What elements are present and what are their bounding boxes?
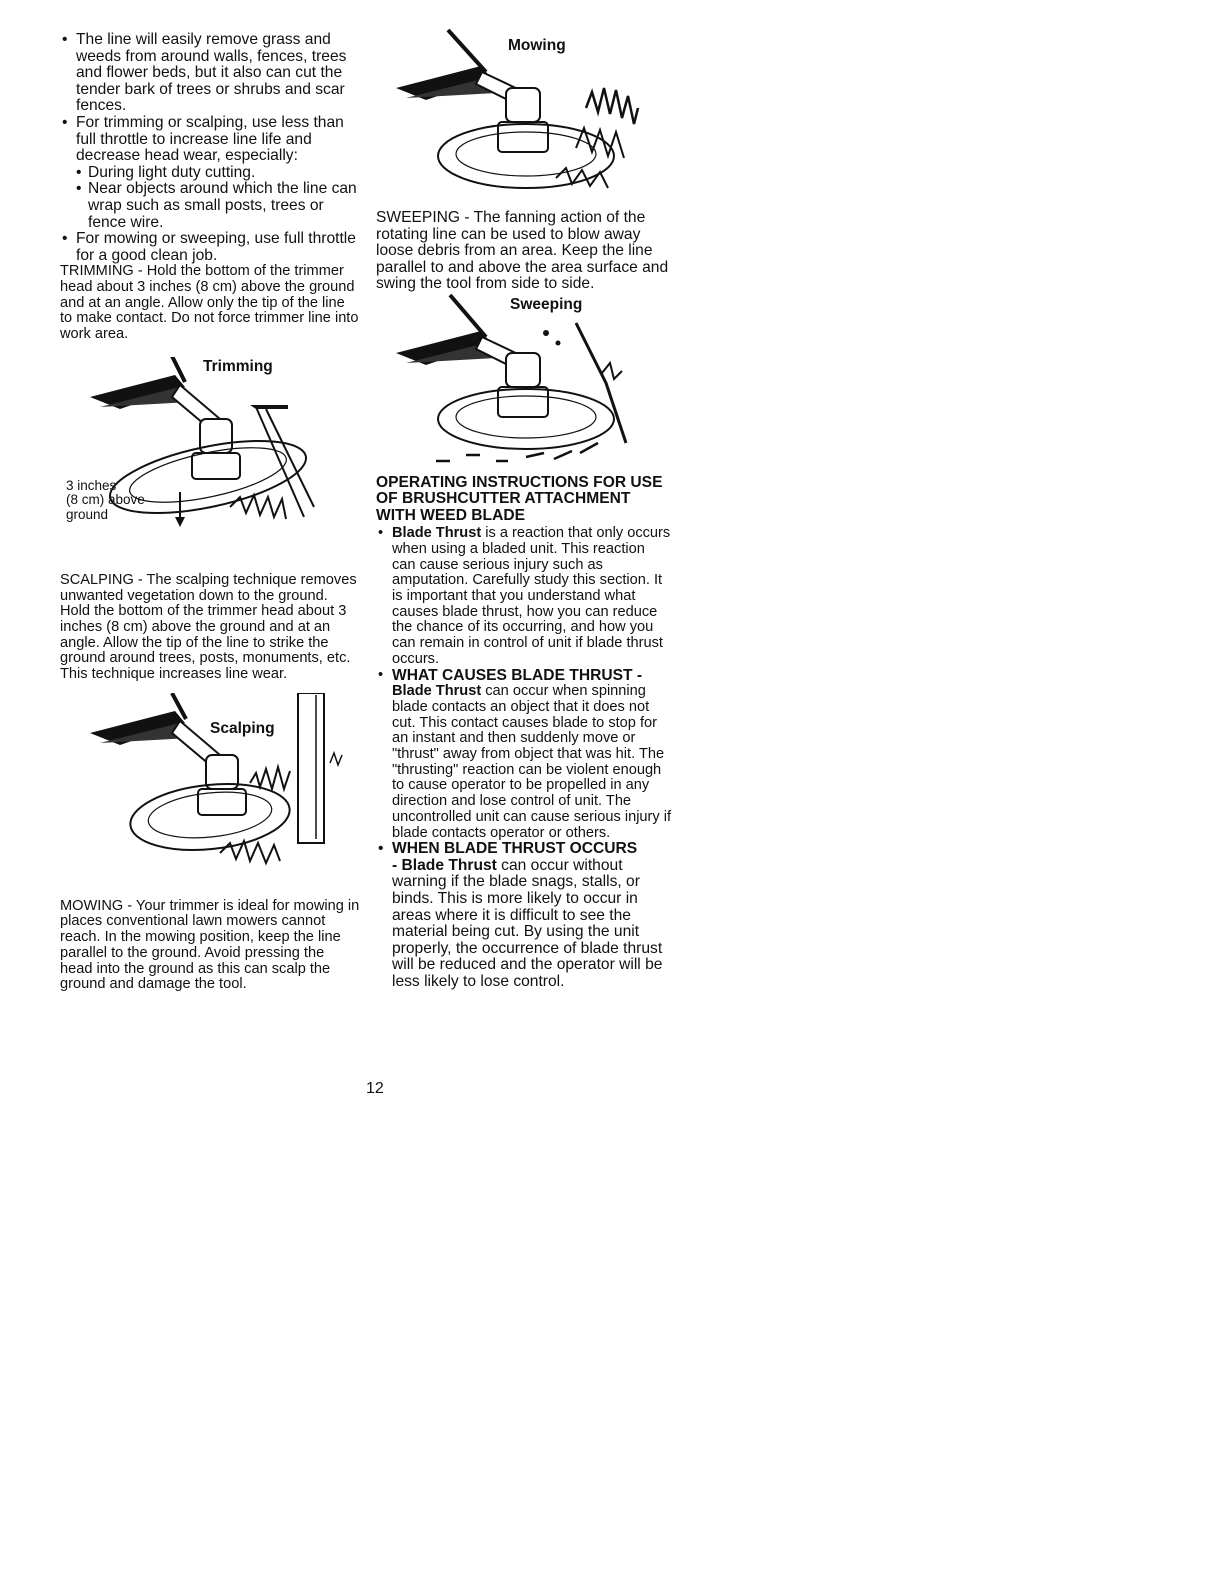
list-item: • The line will easily remove grass and weeds from around walls, fences, trees and flower beds, but it also can cut the tender bark of trees or shrubs and scar fences. [60, 32, 360, 115]
figure-label: Sweeping [510, 295, 583, 313]
page-number: 12 [366, 1080, 384, 1097]
figure-label: Trimming [203, 357, 273, 375]
list-item: • For mowing or sweeping, use full throttle for a good clean job. [60, 231, 360, 264]
throttle-sub-list [60, 165, 360, 231]
right-column [376, 32, 672, 991]
list-item: • During light duty cutting. [60, 165, 360, 182]
sweeping-illustration [376, 293, 672, 469]
mowing-figure [376, 28, 672, 200]
list-item: • WHEN BLADE THRUST OCCURS - Blade Thrust can occur without warning if the blade snags, stalls, or binds. This is more likely to occur in areas where it is difficult to see the material being cut. By using the unit properly, the occurrence of blade thrust will be reduced and the operator will be less likely to lose control. [376, 841, 672, 990]
brushcutter-heading: OPERATING INSTRUCTIONS FOR USE OF BRUSHCUTTER ATTACHMENT WITH WEED BLADE [376, 473, 663, 524]
figure-label: Mowing [508, 37, 566, 54]
sweeping-figure [376, 293, 672, 469]
list-item: • Near objects around which the line can wrap such as small posts, trees or fence wire. [60, 181, 360, 231]
scalping-figure [60, 693, 360, 893]
sweeping-paragraph: SWEEPING - The fanning action of the rotating line can be used to blow away loose debris from an area. Keep the line parallel to and above the area surface and swing the tool from side to side. [376, 209, 669, 293]
height-note: 3 inches (8 cm) above ground [66, 477, 145, 522]
blade-thrust-list [376, 526, 672, 990]
usage-tips-list [60, 32, 360, 264]
left-column [60, 32, 360, 993]
trimming-paragraph: TRIMMING - Hold the bottom of the trimmer head about 3 inches (8 cm) above the ground and at an angle. Allow only the tip of the line to make contact. Do not force trimmer line into work area. [60, 263, 359, 343]
trimming-figure [60, 357, 360, 567]
scalping-paragraph: SCALPING - The scalping technique removes unwanted vegetation down to the ground. Hold the bottom of the trimmer head about 3 inches (8 cm) above the ground and at an angle. Allow the tip of the line to strike the ground around trees, posts, monuments, etc. This technique increases line wear. [60, 571, 357, 683]
list-item: • Blade Thrust is a reaction that only occurs when using a bladed unit. This reaction can cause serious injury such as amputation. Carefully study this section. It is important that you understand what causes blade thrust, how you can reduce the chance of its occurring, and how you can remain in control of unit if blade thrust occurs. [376, 526, 672, 667]
mowing-paragraph: MOWING - Your trimmer is ideal for mowing in places conventional lawn mowers cannot reach. In the mowing position, keep the line parallel to the ground. Avoid pressing the head into the ground as this can scalp the ground and damage the tool. [60, 897, 360, 993]
figure-label: Scalping [210, 719, 275, 737]
list-item: • For trimming or scalping, use less than full throttle to increase line life and decrease head wear, especially: • During light duty cutting. • Near objects around which the line can wrap such as small posts, trees or fence wire. [60, 115, 360, 231]
trimming-illustration [60, 357, 360, 567]
list-item: • WHAT CAUSES BLADE THRUST - Blade Thrust can occur when spinning blade contacts an object that it does not cut. This contact causes blade to stop for an instant and then suddenly move or "thrust" away from object that was hit. The "thrusting" reaction can be violent enough to cause operator to be propelled in any direction and lose control of unit. The uncontrolled unit can cause serious injury if blade contacts operator or others. [376, 668, 672, 842]
